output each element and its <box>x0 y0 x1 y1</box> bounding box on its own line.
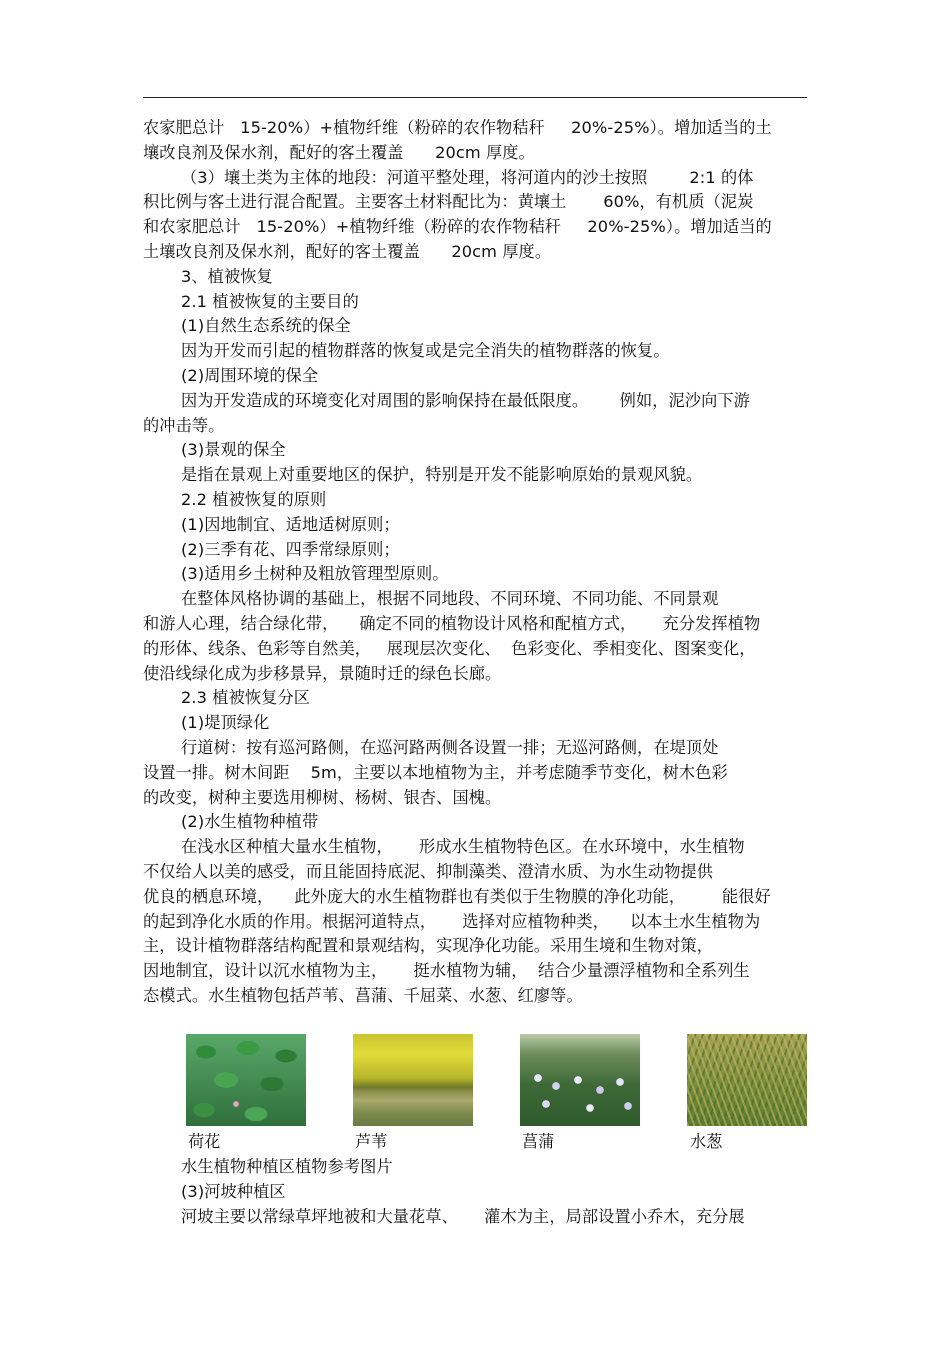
text-line: (2)水生植物种植带 <box>181 812 319 832</box>
text-line: 的起到净化水质的作用。根据河道特点， 选择对应植物种类， 以本土水生植物为 <box>143 911 761 931</box>
text-line: 态模式。水生植物包括芦苇、菖蒲、千屈菜、水葱、红廖等。 <box>143 985 583 1005</box>
photo-caption-lotus: 荷花 <box>188 1132 221 1151</box>
body-text <box>143 116 813 1009</box>
after-text <box>143 1155 813 1229</box>
text-line: 是指在景观上对重要地区的保护，特别是开发不能影响原始的景观风貌。 <box>181 465 703 485</box>
photo-caption-bulrush: 水葱 <box>690 1132 723 1151</box>
text-line: (3)适用乡土树种及粗放管理型原则。 <box>181 564 449 584</box>
text-line: (1)因地制宜、适地适树原则； <box>181 514 400 534</box>
text-line: (1)自然生态系统的保全 <box>181 316 351 336</box>
text-line: 3、植被恢复 <box>181 266 273 286</box>
text-line: 土壤改良剂及保水剂，配好的客土覆盖 20cm 厚度。 <box>143 241 552 261</box>
text-line: 2.3 植被恢复分区 <box>181 688 311 708</box>
text-line: (2)三季有花、四季常绿原则； <box>181 539 400 559</box>
text-line: 因地制宜，设计以沉水植物为主， 挺水植物为辅， 结合少量漂浮植物和全系列生 <box>143 961 750 981</box>
lotus-photo <box>186 1034 306 1126</box>
text-line: (2)周围环境的保全 <box>181 365 319 385</box>
text-line: (1)堤顶绿化 <box>181 713 270 733</box>
text-line: 的冲击等。 <box>143 415 225 435</box>
photo-caption-calamus: 菖蒲 <box>522 1132 555 1151</box>
bulrush-photo <box>687 1034 807 1126</box>
text-line: 农家肥总计 15-20%）+植物纤维（粉碎的农作物秸秆 20%-25%）。增加适当的土 <box>143 118 772 137</box>
text-line: 河坡主要以常绿草坪地被和大量花草、 灌木为主，局部设置小乔木，充分展 <box>181 1206 745 1226</box>
plant-photo-gallery <box>0 1034 950 1154</box>
text-line: 主，设计植物群落结构配置和景观结构，实现净化功能。采用生境和生物对策， <box>143 936 714 956</box>
text-line: 的改变，树种主要选用柳树、杨树、银杏、国槐。 <box>143 787 502 807</box>
text-line: (3)河坡种植区 <box>181 1181 286 1201</box>
text-line: 在浅水区种植大量水生植物， 形成水生植物特色区。在水环境中，水生植物 <box>181 837 745 857</box>
text-line: 在整体风格协调的基础上，根据不同地段、不同环境、不同功能、不同景观 <box>181 589 719 609</box>
text-line: 水生植物种植区植物参考图片 <box>181 1157 393 1176</box>
text-line: 壤改良剂及保水剂，配好的客土覆盖 20cm 厚度。 <box>143 142 535 162</box>
text-line: 行道树：按有巡河路侧，在巡河路两侧各设置一排；无巡河路侧，在堤顶处 <box>181 737 719 757</box>
text-line: (3)景观的保全 <box>181 440 286 460</box>
text-line: 2.2 植被恢复的原则 <box>181 489 327 509</box>
header-rule <box>143 97 807 98</box>
text-line: 的形体、线条、色彩等自然美， 展现层次变化、 色彩变化、季相变化、图案变化， <box>143 638 756 658</box>
text-line: 使沿线绿化成为步移景异，景随时迁的绿色长廊。 <box>143 663 502 683</box>
text-line: 积比例与客土进行混合配置。主要客土材料配比为：黄壤土 60%，有机质（泥炭 <box>143 192 754 212</box>
text-line: 因为开发而引起的植物群落的恢复或是完全消失的植物群落的恢复。 <box>181 341 670 361</box>
reed-photo <box>353 1034 473 1126</box>
calamus-photo <box>520 1034 640 1126</box>
text-line: （3）壤土类为主体的地段：河道平整处理，将河道内的沙土按照 2:1 的体 <box>181 167 754 187</box>
text-line: 因为开发造成的环境变化对周围的影响保持在最低限度。 例如，泥沙向下游 <box>181 390 750 410</box>
photo-caption-reed: 芦苇 <box>355 1132 388 1151</box>
text-line: 优良的栖息环境， 此外庞大的水生植物群也有类似于生物膜的净化功能， 能很好 <box>143 886 771 906</box>
text-line: 2.1 植被恢复的主要目的 <box>181 291 359 311</box>
text-line: 不仅给人以美的感受，而且能固持底泥、抑制藻类、澄清水质、为水生动物提供 <box>143 861 714 881</box>
text-line: 和农家肥总计 15-20%）+植物纤维（粉碎的农作物秸秆 20%-25%）。增加适当的 <box>143 217 772 237</box>
text-line: 设置一排。树木间距 5m，主要以本地植物为主，并考虑随季节变化，树木色彩 <box>143 762 728 782</box>
text-line: 和游人心理，结合绿化带， 确定不同的植物设计风格和配植方式， 充分发挥植物 <box>143 613 761 633</box>
